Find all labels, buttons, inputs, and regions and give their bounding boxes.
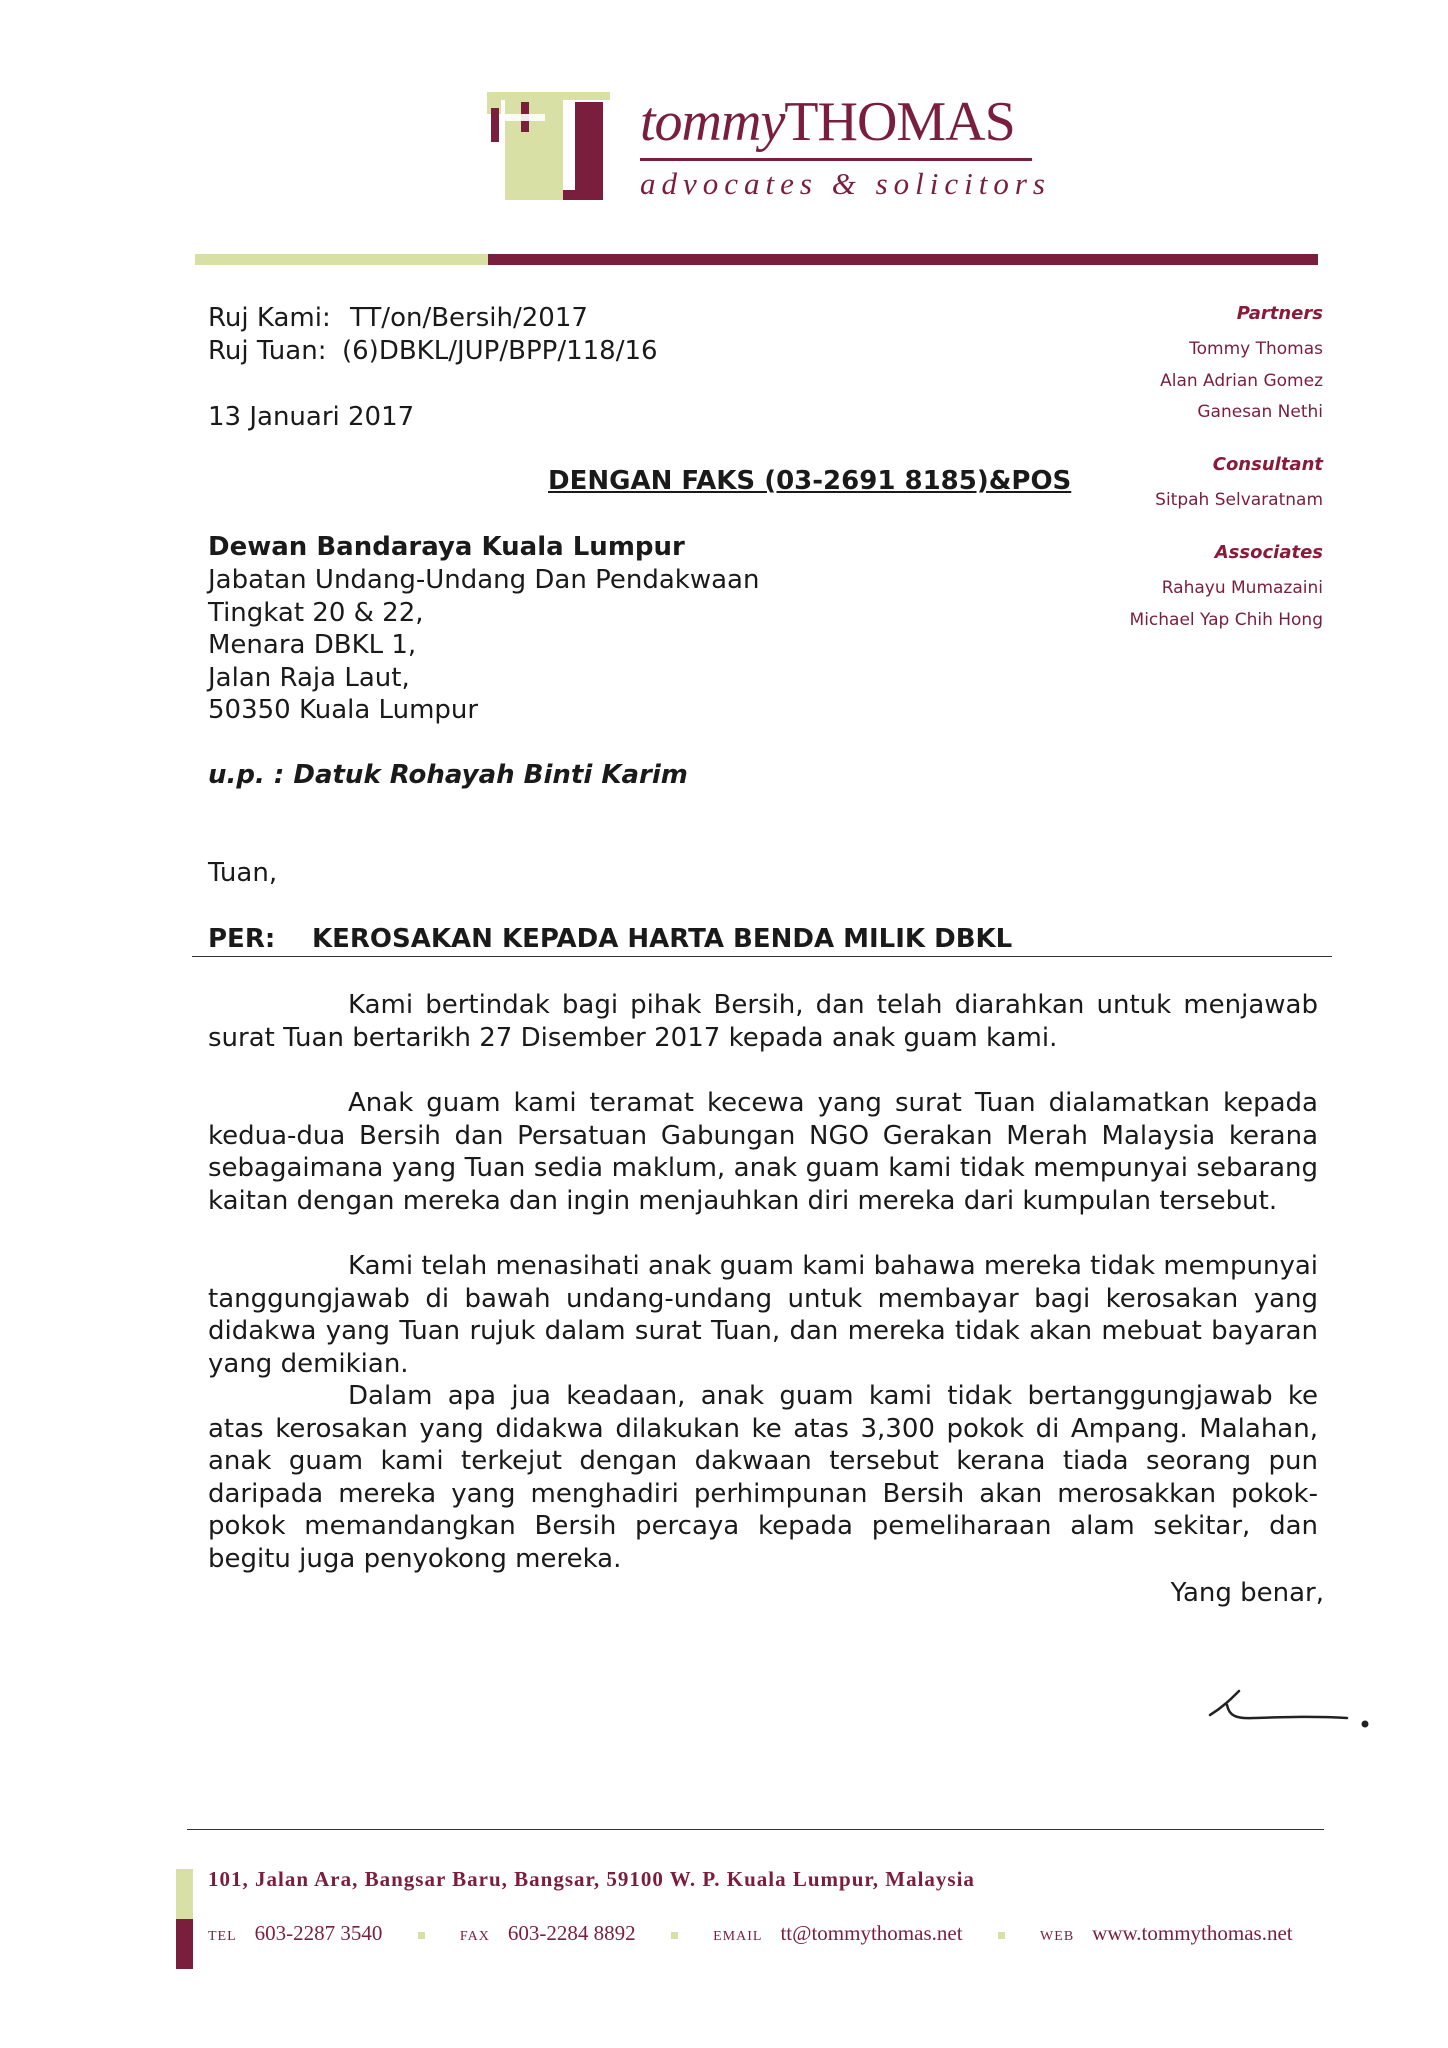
attention-line: u.p. : Datuk Rohayah Binti Karim: [208, 760, 688, 790]
footer-accent-dark: [176, 1919, 193, 1969]
subject-line: KEROSAKAN KEPADA HARTA BENDA MILIK DBKL: [312, 924, 1013, 954]
letter-date: 13 Januari 2017: [208, 402, 415, 432]
firm-contacts: [208, 1921, 1293, 1946]
separator-icon: [418, 1932, 425, 1939]
associates-heading: Associates: [1214, 542, 1323, 563]
recipient-line: Menara DBKL 1,: [208, 630, 417, 660]
body-paragraph: Kami telah menasihati anak guam kami bahawa mereka tidak mempunyai tanggungjawab di bawah undang-undang untuk membayar bagi kerosakan yang didakwa yang Tuan rujuk dalam surat Tuan, dan mereka tidak akan mebuat bayaran yang demikian.: [208, 1251, 1318, 1379]
fax-label: FAX: [459, 1929, 490, 1944]
separator-icon: [671, 1932, 678, 1939]
tel-label: TEL: [208, 1929, 237, 1944]
email-link[interactable]: tt@tommythomas.net: [780, 1921, 963, 1945]
recipient-line: 50350 Kuala Lumpur: [208, 695, 479, 725]
ruj-tuan-label: Ruj Tuan:: [208, 336, 327, 366]
recipient-org: Dewan Bandaraya Kuala Lumpur: [208, 532, 685, 562]
salutation: Tuan,: [208, 858, 278, 888]
closing: Yang benar,: [1170, 1578, 1324, 1608]
brand-divider: [640, 158, 1032, 161]
firm-tagline: advocates & solicitors: [640, 166, 1051, 201]
partner-name: Ganesan Nethi: [1197, 402, 1323, 422]
signature-icon: [1205, 1685, 1375, 1735]
footer-accent: [176, 1869, 193, 1919]
email-label: EMAIL: [713, 1929, 763, 1944]
ruj-kami-label: Ruj Kami:: [208, 303, 331, 333]
partner-name: Alan Adrian Gomez: [1160, 371, 1323, 391]
header-bar: [488, 254, 1318, 265]
web-label: WEB: [1040, 1929, 1075, 1944]
web-link[interactable]: www.tommythomas.net: [1092, 1921, 1293, 1945]
footer-divider: [187, 1829, 1324, 1830]
body-paragraph: Kami bertindak bagi pihak Bersih, dan telah diarahkan untuk menjawab surat Tuan bertarikh 27 Disember 2017 kepada anak guam kami.: [208, 990, 1318, 1053]
recipient-line: Jabatan Undang-Undang Dan Pendakwaan: [208, 565, 760, 595]
partner-name: Tommy Thomas: [1189, 339, 1323, 359]
firm-name: tommyTHOMAS: [640, 91, 1015, 153]
delivery-method: DENGAN FAKS (03-2691 8185)&POS: [548, 466, 1072, 496]
consultant-name: Sitpah Selvaratnam: [1155, 490, 1323, 510]
recipient-line: Jalan Raja Laut,: [208, 663, 410, 693]
firm-logo-icon: [487, 92, 610, 200]
consultant-heading: Consultant: [1212, 454, 1323, 475]
ruj-tuan-value: (6)DBKL/JUP/BPP/118/16: [342, 336, 658, 366]
body-paragraph: Dalam apa jua keadaan, anak guam kami tidak bertanggungjawab ke atas kerosakan yang didakwa dilakukan ke atas 3,300 pokok di Ampang. Malahan, anak guam kami terkejut dengan dakwaan tersebut kerana tiada seorang pun daripada mereka yang menghadiri perhimpunan Bersih akan merosakkan pokok-pokok memandangkan Bersih percaya kepada pemeliharaan alam sekitar, dan begitu juga penyokong mereka.: [208, 1381, 1318, 1574]
firm-address: 101, Jalan Ara, Bangsar Baru, Bangsar, 59100 W. P. Kuala Lumpur, Malaysia: [208, 1867, 975, 1891]
partners-heading: Partners: [1236, 303, 1323, 324]
body-paragraph: Anak guam kami teramat kecewa yang surat Tuan dialamatkan kepada kedua-dua Bersih dan Persatuan Gabungan NGO Gerakan Merah Malaysia kerana sebagaimana yang Tuan sedia maklum, anak guam kami tidak mempunyai sebarang kaitan dengan mereka dan ingin menjauhkan diri mereka dari kumpulan tersebut.: [208, 1088, 1318, 1216]
ruj-kami-value: TT/on/Bersih/2017: [350, 303, 588, 333]
recipient-line: Tingkat 20 & 22,: [208, 598, 424, 628]
fax-number: 603-2284 8892: [507, 1921, 636, 1945]
subject-label: PER:: [208, 924, 276, 954]
associate-name: Rahayu Mumazaini: [1161, 578, 1323, 598]
associate-name: Michael Yap Chih Hong: [1129, 610, 1323, 630]
header-bar-accent: [195, 254, 488, 265]
tel-number: 603-2287 3540: [254, 1921, 383, 1945]
subject-divider: [192, 956, 1332, 957]
separator-icon: [998, 1932, 1005, 1939]
